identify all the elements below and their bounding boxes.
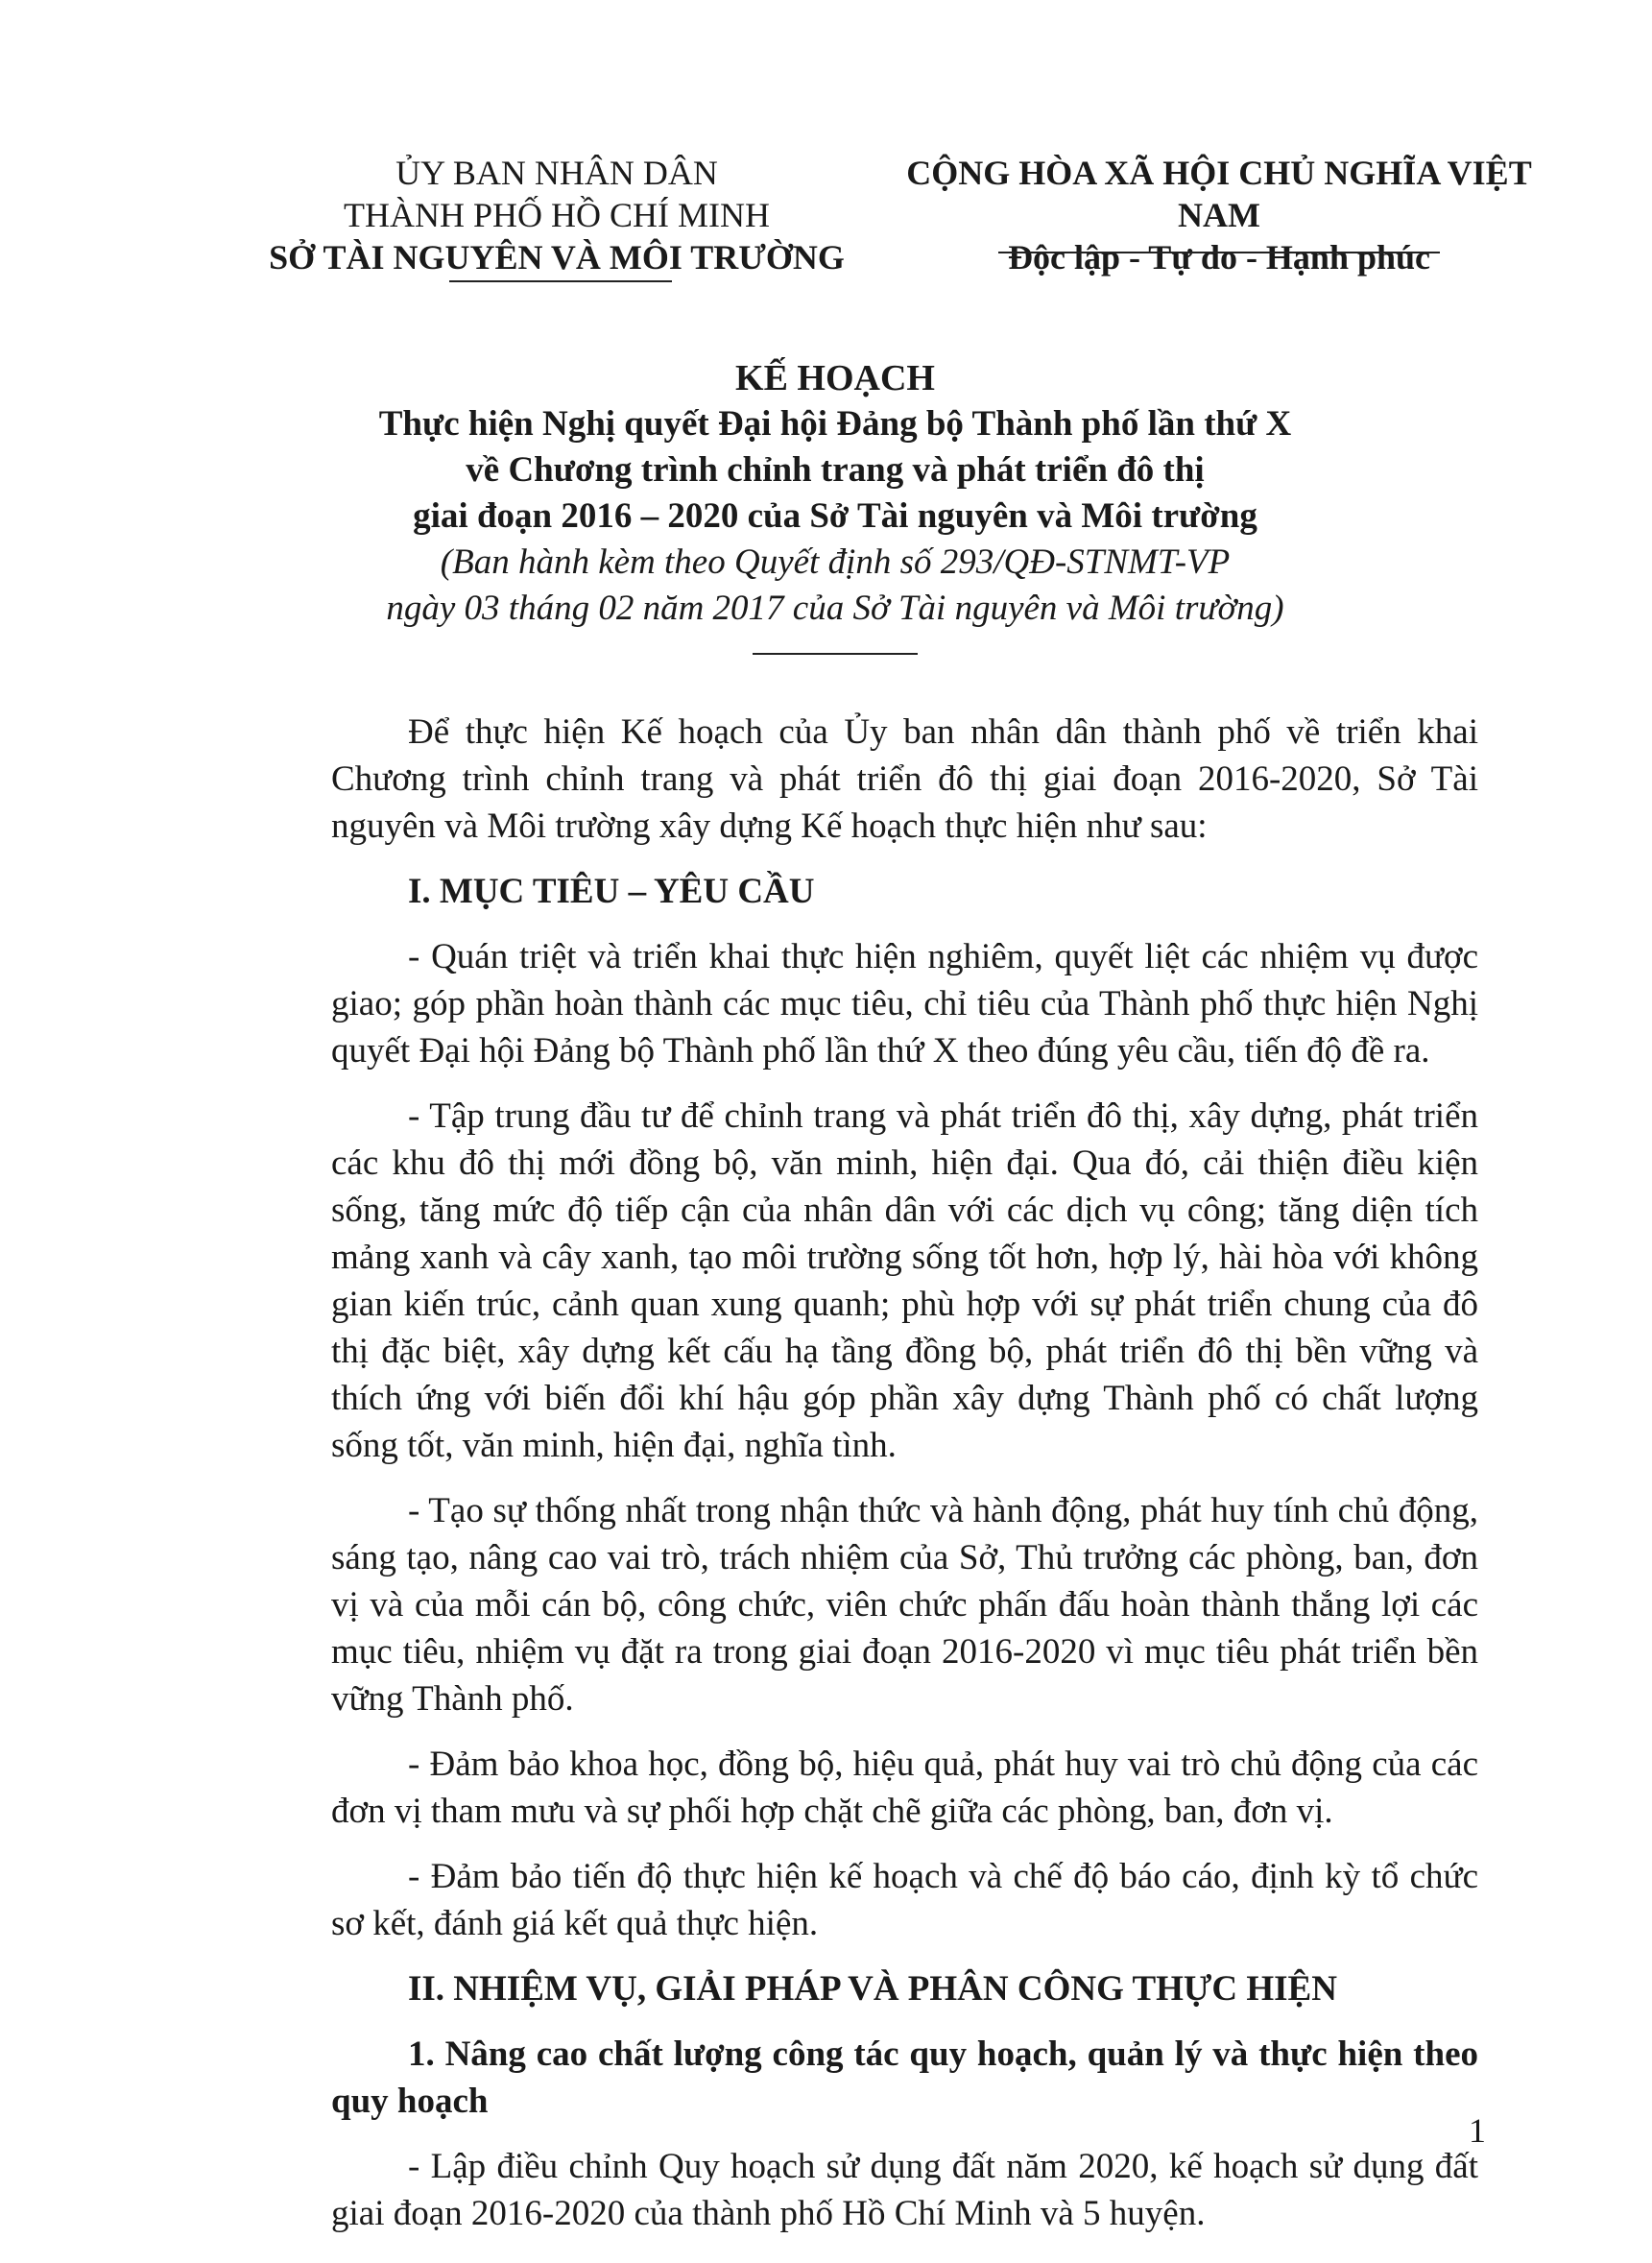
- agency-line-1: ỦY BAN NHÂN DÂN: [395, 154, 718, 192]
- title-line-1: Thực hiện Nghị quyết Đại hội Đảng bộ Thành phố lần thứ X: [378, 404, 1292, 444]
- national-motto: [874, 152, 1565, 278]
- agency-underline: [449, 280, 672, 282]
- title-line-2: về Chương trình chỉnh trang và phát triển đô thị: [466, 450, 1205, 490]
- title-note-2: ngày 03 tháng 02 năm 2017 của Sở Tài nguyên và Môi trường): [386, 589, 1284, 628]
- page-number: 1: [1469, 2111, 1486, 2150]
- subsection-1-paragraph: - Lập điều chỉnh Quy hoạch sử dụng đất năm 2020, kế hoạch sử dụng đất giai đoạn 2016-2020 của thành phố Hồ Chí Minh và 5 huyện.: [331, 2147, 1478, 2233]
- title-underline: [753, 653, 918, 655]
- document-title: [173, 355, 1497, 632]
- title-heading: KẾ HOẠCH: [735, 358, 935, 398]
- section-2-heading: II. NHIỆM VỤ, GIẢI PHÁP VÀ PHÂN CÔNG THỰC HIỆN: [408, 1969, 1337, 2009]
- motto-underline: [998, 252, 1440, 253]
- section-1-paragraph: - Tạo sự thống nhất trong nhận thức và hành động, phát huy tính chủ động, sáng tạo, nâng cao vai trò, trách nhiệm của Sở, Thủ trưởng các phòng, ban, đơn vị và của mỗi cán bộ, công chức, viên chức phấn đấu hoàn thành thắng lợi các mục tiêu, nhiệm vụ đặt ra trong giai đoạn 2016-2020 vì mục tiêu phát triển bền vững Thành phố.: [331, 1491, 1478, 1719]
- agency-line-2: THÀNH PHỐ HỒ CHÍ MINH: [344, 196, 770, 234]
- country-name: CỘNG HÒA XÃ HỘI CHỦ NGHĨA VIỆT NAM: [906, 154, 1532, 234]
- section-1-heading: I. MỤC TIÊU – YÊU CẦU: [408, 872, 815, 911]
- section-1-paragraph: - Đảm bảo khoa học, đồng bộ, hiệu quả, phát huy vai trò chủ động của các đơn vị tham mưu và sự phối hợp chặt chẽ giữa các phòng, ban, đơn vị.: [331, 1745, 1478, 1831]
- section-1-paragraph: - Tập trung đầu tư để chỉnh trang và phát triển đô thị, xây dựng, phát triển các khu đô thị mới đồng bộ, văn minh, hiện đại. Qua đó, cải thiện điều kiện sống, tăng mức độ tiếp cận của nhân dân với các dịch vụ công; tăng diện tích mảng xanh và cây xanh, tạo môi trường sống tốt hơn, hợp lý, hài hòa với không gian kiến trúc, cảnh quan xung quanh; phù hợp với sự phát triển chung của đô thị đặc biệt, xây dựng kết cấu hạ tầng đồng bộ, phát triển đô thị bền vững và thích ứng với biến đổi khí hậu góp phần xây dựng Thành phố có chất lượng sống tốt, văn minh, hiện đại, nghĩa tình.: [331, 1096, 1478, 1465]
- section-1-paragraph: - Đảm bảo tiến độ thực hiện kế hoạch và chế độ báo cáo, định kỳ tổ chức sơ kết, đánh giá kết quả thực hiện.: [331, 1857, 1478, 1943]
- title-note-1: (Ban hành kèm theo Quyết định số 293/QĐ-STNMT-VP: [440, 542, 1231, 582]
- agency-header: [240, 152, 874, 278]
- intro-paragraph: Để thực hiện Kế hoạch của Ủy ban nhân dân thành phố về triển khai Chương trình chỉnh trang và phát triển đô thị giai đoạn 2016-2020, Sở Tài nguyên và Môi trường xây dựng Kế hoạch thực hiện như sau:: [331, 712, 1478, 846]
- section-1-paragraph: - Quán triệt và triển khai thực hiện nghiêm, quyết liệt các nhiệm vụ được giao; góp phần hoàn thành các mục tiêu, chỉ tiêu của Thành phố thực hiện Nghị quyết Đại hội Đảng bộ Thành phố lần thứ X theo đúng yêu cầu, tiến độ đề ra.: [331, 937, 1478, 1071]
- subsection-1-heading: 1. Nâng cao chất lượng công tác quy hoạch, quản lý và thực hiện theo quy hoạch: [331, 2034, 1478, 2121]
- document-body: [331, 709, 1478, 2255]
- motto: Độc lập - Tự do - Hạnh phúc: [1007, 238, 1431, 277]
- title-line-3: giai đoạn 2016 – 2020 của Sở Tài nguyên và Môi trường: [413, 496, 1257, 536]
- agency-line-3: SỞ TÀI NGUYÊN VÀ MÔI TRƯỜNG: [269, 238, 845, 277]
